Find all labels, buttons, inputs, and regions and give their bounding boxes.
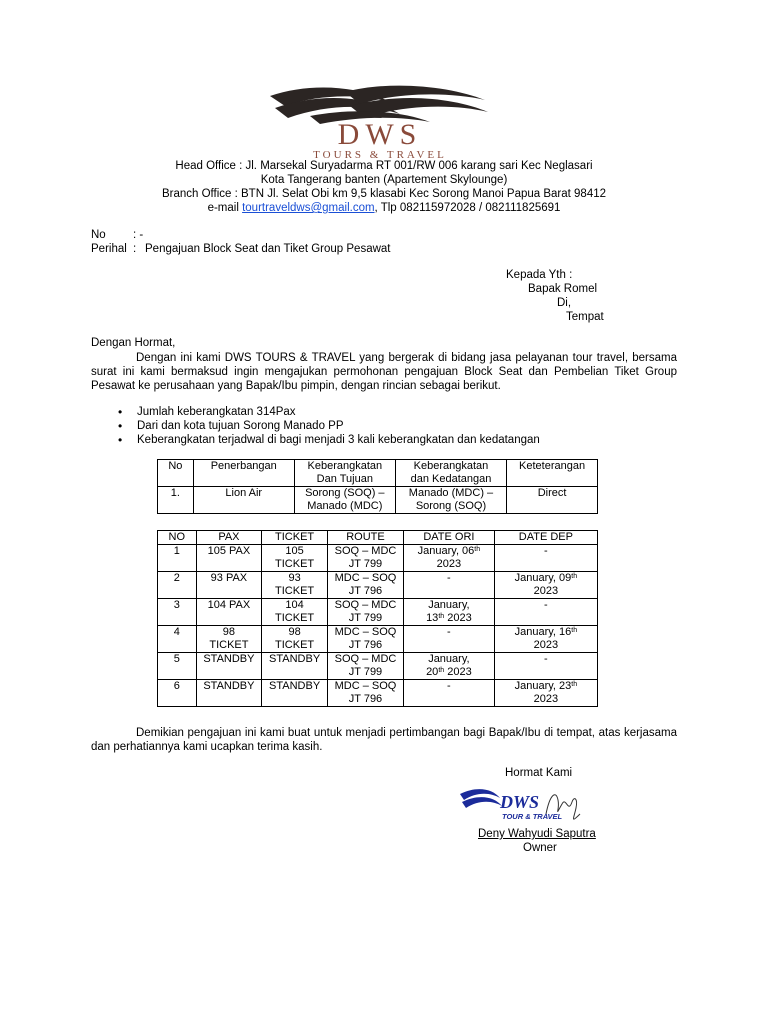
table-cell: -: [494, 545, 597, 572]
table-cell: 93 PAX: [196, 572, 262, 599]
closing-paragraph-text: Demikian pengajuan ini kami buat untuk menjadi pertimbangan bagi Bapak/Ibu di tempat, atas kerjasama dan perhatiannya kami ucapkan terima kasih.: [91, 727, 677, 753]
table-cell: 1.: [158, 487, 194, 514]
stamp-brand-text: DWS: [500, 792, 540, 812]
list-item: • Jumlah keberangkatan 314Pax: [118, 405, 540, 419]
email-link[interactable]: tourtraveldws@gmail.com: [242, 202, 375, 214]
table-cell: Lion Air: [193, 487, 294, 514]
closing-paragraph: [91, 726, 677, 754]
table-header-row: [158, 460, 598, 487]
schedule-table: [157, 530, 598, 707]
table-header-cell: ROUTE: [327, 531, 403, 545]
recipient-name: Bapak Romel: [528, 283, 598, 295]
recipient-heading: Kepada Yth :: [506, 269, 573, 281]
table-cell: January, 23th 2023: [494, 680, 597, 707]
table-row: [158, 572, 598, 599]
table-header-cell: DATE ORI: [404, 531, 495, 545]
table-cell: 5: [158, 653, 197, 680]
table-header-row: [158, 531, 598, 545]
table-row: [158, 487, 598, 514]
list-item: • Keberangkatan terjadwal di bagi menjadi 3 kali keberangkatan dan kedatangan: [118, 433, 540, 447]
subject-colon: :: [133, 243, 137, 255]
city-line: Kota Tangerang banten (Apartement Skylounge): [260, 174, 508, 186]
table-header-cell: DATE DEP: [494, 531, 597, 545]
table-cell: -: [494, 599, 597, 626]
signer-role: Owner: [523, 842, 557, 854]
table-cell: SOQ – MDC JT 799: [327, 599, 403, 626]
signature-stamp-graphic: [458, 784, 588, 828]
ref-number-row: [91, 228, 143, 242]
subject-label: Perihal: [91, 243, 127, 255]
email-label: e-mail: [207, 202, 243, 214]
table-row: [158, 545, 598, 572]
table-cell: 98 TICKET: [196, 626, 262, 653]
table-cell: MDC – SOQ JT 796: [327, 572, 403, 599]
table-header-cell: Keberangkatan Dan Tujuan: [294, 460, 395, 487]
head-office-line: Head Office : Jl. Marsekal Suryadarma RT 001/RW 006 karang sari Kec Neglasari: [175, 160, 593, 172]
table-row: [158, 599, 598, 626]
table-cell: SOQ – MDC JT 799: [327, 545, 403, 572]
table-cell: -: [404, 572, 495, 599]
flight-summary-table: [157, 459, 598, 514]
logo-brand-text: DWS: [337, 118, 423, 151]
table-cell: January, 06th 2023: [404, 545, 495, 572]
table-row: [158, 680, 598, 707]
phone-numbers: , Tlp 082115972028 / 082111825691: [374, 202, 561, 214]
table-cell: 105 PAX: [196, 545, 262, 572]
table-cell: -: [404, 680, 495, 707]
subject-row: [91, 242, 391, 256]
table-cell: -: [404, 626, 495, 653]
details-list: [118, 405, 540, 447]
list-item: • Dari dan kota tujuan Sorong Manado PP: [118, 419, 540, 433]
dws-logo-graphic: [250, 82, 510, 162]
table-cell: 4: [158, 626, 197, 653]
table-cell: 93 TICKET: [262, 572, 328, 599]
intro-paragraph: [91, 351, 677, 393]
regards-text: Hormat Kami: [505, 767, 573, 779]
table-header-cell: NO: [158, 531, 197, 545]
table-cell: January, 20th 2023: [404, 653, 495, 680]
table-cell: 1: [158, 545, 197, 572]
table-cell: 104 TICKET: [262, 599, 328, 626]
dws-logo: [250, 82, 510, 162]
greeting: Dengan Hormat,: [91, 337, 176, 349]
table-header-cell: Keberangkatan dan Kedatangan: [395, 460, 506, 487]
table-cell: 104 PAX: [196, 599, 262, 626]
table-cell: MDC – SOQ JT 796: [327, 680, 403, 707]
table-cell: STANDBY: [262, 653, 328, 680]
table-cell: -: [494, 653, 597, 680]
signer-name: Deny Wahyudi Saputra: [478, 828, 596, 840]
table-row: [158, 626, 598, 653]
table-cell: SOQ – MDC JT 799: [327, 653, 403, 680]
table-cell: 105 TICKET: [262, 545, 328, 572]
intro-paragraph-text: Dengan ini kami DWS TOURS & TRAVEL yang bergerak di bidang jasa pelayanan tour travel, bersama surat ini kami bermaksud ingin mengajukan permohonan pengajuan Block Seat dan Pembelian Tiket Group Pesawat ke perusahaan yang Bapak/Ibu pimpin, dengan rincian sebagai berikut.: [91, 352, 677, 392]
stamp-tagline-text: TOUR & TRAVEL: [502, 812, 563, 821]
recipient-di: Di,: [557, 297, 572, 309]
table-cell: Direct: [507, 487, 598, 514]
contact-line: [0, 201, 768, 215]
table-row: [158, 653, 598, 680]
subject-value: Pengajuan Block Seat dan Tiket Group Pesawat: [145, 243, 391, 255]
table-cell: Manado (MDC) – Sorong (SOQ): [395, 487, 506, 514]
table-cell: January, 13th 2023: [404, 599, 495, 626]
table-cell: Sorong (SOQ) – Manado (MDC): [294, 487, 395, 514]
table-header-cell: Keteterangan: [507, 460, 598, 487]
table-cell: STANDBY: [262, 680, 328, 707]
table-cell: 6: [158, 680, 197, 707]
no-value: : -: [133, 229, 144, 241]
letterhead-address: [0, 159, 768, 215]
table-cell: 3: [158, 599, 197, 626]
table-cell: January, 16th 2023: [494, 626, 597, 653]
table-header-cell: No: [158, 460, 194, 487]
table-cell: MDC – SOQ JT 796: [327, 626, 403, 653]
table-header-cell: TICKET: [262, 531, 328, 545]
table-cell: STANDBY: [196, 680, 262, 707]
logo-tagline-text: TOURS & TRAVEL: [313, 149, 447, 161]
branch-office-line: Branch Office : BTN Jl. Selat Obi km 9,5 klasabi Kec Sorong Manoi Papua Barat 98412: [161, 188, 607, 200]
table-header-cell: PAX: [196, 531, 262, 545]
table-cell: 98 TICKET: [262, 626, 328, 653]
table-cell: January, 09th 2023: [494, 572, 597, 599]
signature-stamp: [458, 784, 588, 828]
table-cell: 2: [158, 572, 197, 599]
table-cell: STANDBY: [196, 653, 262, 680]
table-header-cell: Penerbangan: [193, 460, 294, 487]
no-label: No: [91, 229, 106, 241]
recipient-place: Tempat: [566, 311, 604, 323]
